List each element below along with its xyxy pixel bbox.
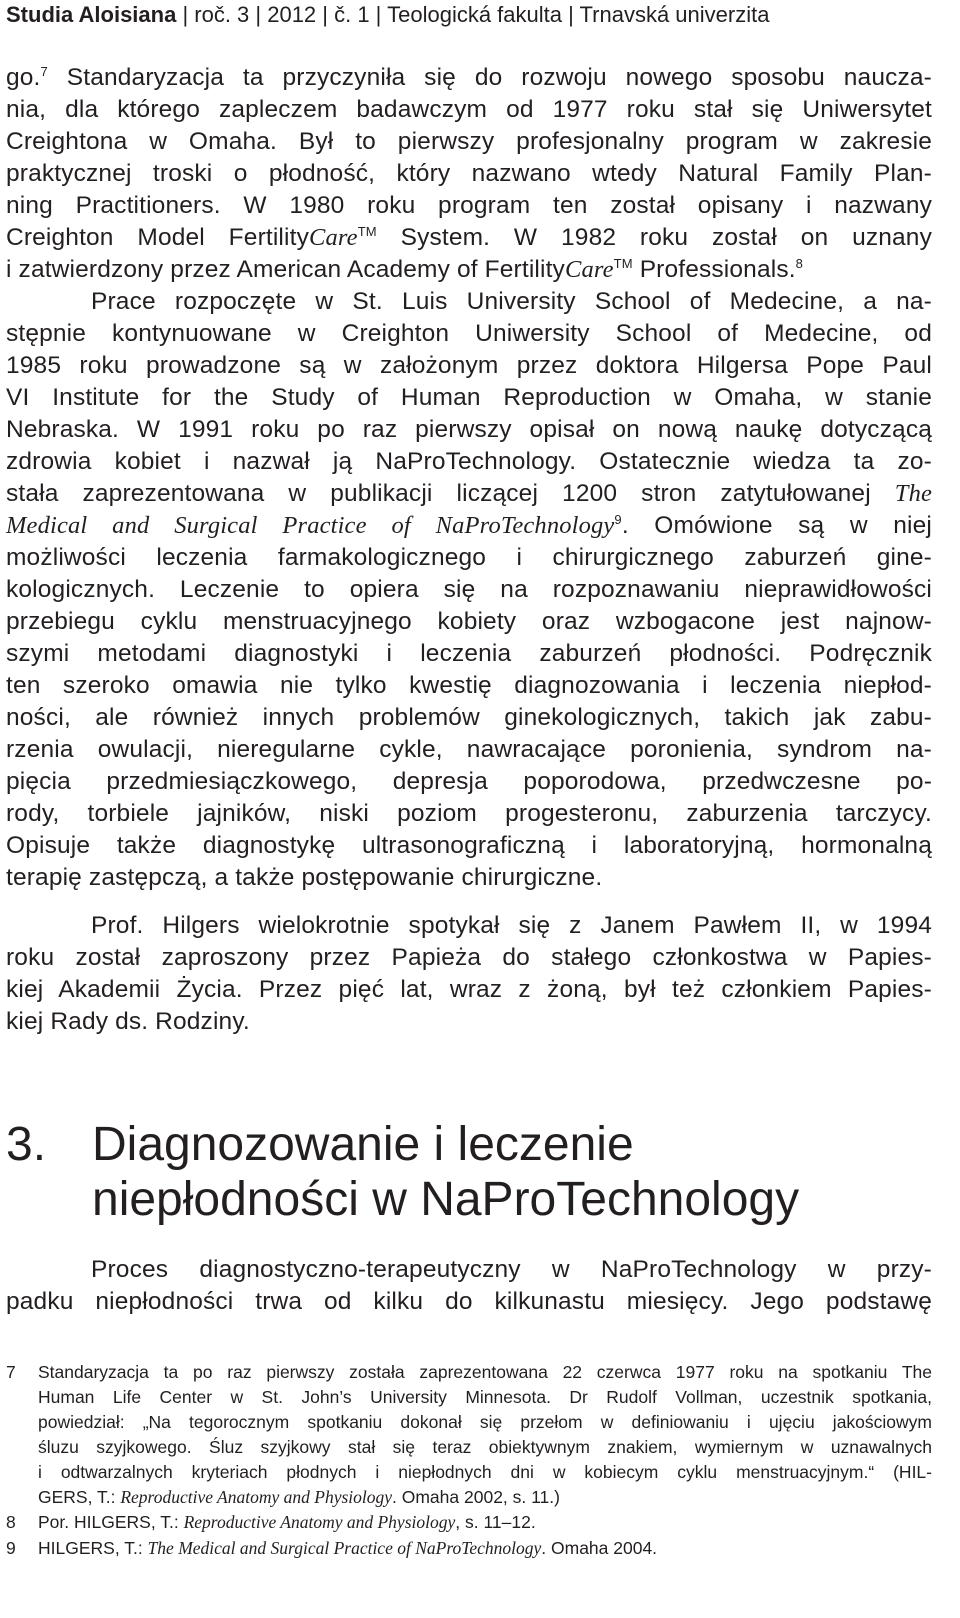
text-line: ning Practitioners. W 1980 roku program ten został opisany i nazwany <box>6 192 932 219</box>
footnote-line: HILGERS, T.: The Medical and Surgical Practice of NaProTechnology. Omaha 2004. <box>38 1538 658 1558</box>
footnote-line: śluzu szyjkowego. Śluz szyjkowy stał się teraz obiektywnym znakiem, wymiernym w uznawalnych <box>38 1437 932 1457</box>
text-line: kologicznych. Leczenie to opiera się na rozpoznawaniu nieprawidłowości <box>6 576 932 603</box>
journal-name: Studia Aloisiana <box>6 2 177 27</box>
text-line: 1985 roku prowadzone są w założonym przez doktora Hilgersa Pope Paul <box>6 352 932 379</box>
text-line: ten szeroko omawia nie tylko kwestię diagnozowania i leczenia niepłod- <box>6 672 932 699</box>
text-line: zdrowia kobiet i nazwał ją NaProTechnology. Ostatecznie wiedza ta zo- <box>6 448 932 475</box>
footnote-line: Standaryzacja ta po raz pierwszy została zaprezentowana 22 czerwca 1977 roku na spotkaniu The <box>38 1362 932 1382</box>
text-line: Prof. Hilgers wielokrotnie spotykał się z Janem Pawłem II, w 1994 <box>91 912 932 939</box>
text-line: terapię zastępczą, a także postępowanie chirurgiczne. <box>6 864 603 891</box>
text-line: Medical and Surgical Practice of NaProTechnology$^9$. Omówione są w niej <box>6 511 932 539</box>
text-line: go.$^7$ Standaryzacja ta przyczyniła się do rozwoju nowego sposobu naucza- <box>6 63 932 91</box>
text-line: Creightona w Omaha. Był to pierwszy profesjonalny program w zakresie <box>6 128 932 155</box>
text-line: ności, ale również innych problemów ginekologicznych, takich jak zabu- <box>6 704 932 731</box>
text-line: rody, torbiele jajników, niski poziom progesteronu, zaburzenia tarczycy. <box>6 800 932 827</box>
footnote-line: GERS, T.: Reproductive Anatomy and Physiology. Omaha 2002, s. 11.) <box>38 1487 560 1507</box>
section-title-line-1: Diagnozowanie i leczenie <box>92 1118 634 1171</box>
text-line: padku niepłodności trwa od kilku do kilkunastu miesięcy. Jego podstawę <box>6 1288 932 1315</box>
running-header <box>6 0 956 30</box>
text-line: stała zaprezentowana w publikacji liczącej 1200 stron zatytułowanej The <box>6 480 932 507</box>
footnote-line: Por. HILGERS, T.: Reproductive Anatomy and Physiology, s. 11–12. <box>38 1512 536 1532</box>
text-line: możliwości leczenia farmakologicznego i chirurgicznego zaburzeń gine- <box>6 544 932 571</box>
text-line: VI Institute for the Study of Human Reproduction w Omaha, w stanie <box>6 384 932 411</box>
footnote-number-9: 9 <box>6 1538 16 1558</box>
text-line: i zatwierdzony przez American Academy of FertilityCare™ Professionals.$^8$ <box>6 255 804 283</box>
footnote-line: Human Life Center w St. John’s University Minnesota. Dr Rudolf Vollman, uczestnik spotkania, <box>38 1387 932 1407</box>
footnote-line: powiedział: „Na tegorocznym spotkaniu dokonał się przełom w definiowaniu i ujęciu jakościowym <box>38 1412 932 1432</box>
text-line: roku został zaproszony przez Papieża do stałego członkostwa w Papies- <box>6 944 932 971</box>
text-line: praktycznej troski o płodność, który nazwano wtedy Natural Family Plan- <box>6 160 932 187</box>
text-line: Creighton Model FertilityCare™ System. W 1982 roku został on uznany <box>6 223 932 251</box>
text-line: szymi metodami diagnostyki i leczenia zaburzeń płodności. Podręcznik <box>6 640 932 667</box>
text-line: rzenia owulacji, nieregularne cykle, nawracające poronienia, syndrom na- <box>6 736 932 763</box>
text-line: kiej Akademii Życia. Przez pięć lat, wraz z żoną, był też członkiem Papies- <box>6 976 932 1003</box>
text-line: Proces diagnostyczno-terapeutyczny w NaProTechnology w przy- <box>91 1256 932 1283</box>
footnote-ref-9[interactable]: 9 <box>614 511 622 527</box>
header-details: | roč. 3 | 2012 | č. 1 | Teologická fakulta | Trnavská univerzita <box>176 2 770 27</box>
section-number: 3. <box>6 1118 47 1171</box>
text-line: przebiegu cyklu menstruacyjnego kobiety oraz wzbogacone jest najnow- <box>6 608 932 635</box>
footnote-number-8: 8 <box>6 1512 16 1532</box>
footnote-line: i odtwarzalnych kryteriach płodnych i niepłodnych dni w kobiecym cyklu menstruacyjnym.“ (HIL- <box>38 1462 932 1482</box>
section-title-line-2: niepłodności w NaProTechnology <box>92 1173 800 1226</box>
text-line: kiej Rady ds. Rodziny. <box>6 1008 250 1035</box>
text-line: Opisuje także diagnostykę ultrasonograficzną i laboratoryjną, hormonalną <box>6 832 932 859</box>
footnote-number-7: 7 <box>6 1362 16 1382</box>
text-line: Prace rozpoczęte w St. Luis University School of Medecine, a na- <box>91 288 932 315</box>
text-line: Nebraska. W 1991 roku po raz pierwszy opisał on nową naukę dotyczącą <box>6 416 932 443</box>
text-line: nia, dla którego zapleczem badawczym od 1977 roku stał się Uniwersytet <box>6 96 932 123</box>
text-line: stępnie kontynuowane w Creighton Uniwersity School of Medecine, od <box>6 320 932 347</box>
footnote-ref-7[interactable]: 7 <box>40 63 48 79</box>
text-line: pięcia przedmiesiączkowego, depresja poporodowa, przedwczesne po- <box>6 768 932 795</box>
footnote-ref-8[interactable]: 8 <box>795 255 804 271</box>
